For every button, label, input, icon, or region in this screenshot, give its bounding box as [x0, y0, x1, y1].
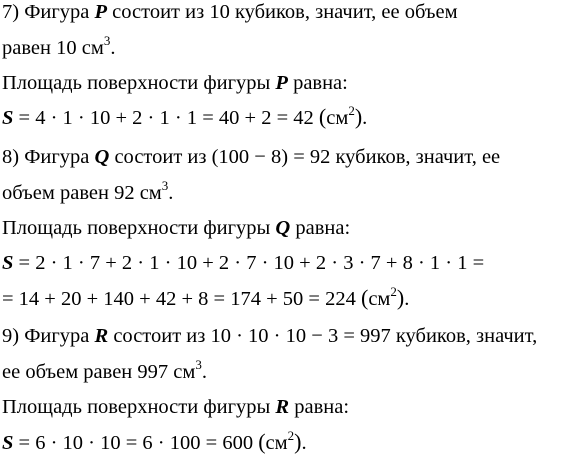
problem8-volume-exponent: 3: [161, 177, 169, 193]
problem8-unit-exponent: 2: [390, 283, 397, 299]
problem7-unit-exponent: 2: [348, 102, 355, 118]
problem8-formula-line2: [2, 283, 410, 311]
problem7-formula-text: = 4 · 1 · 10 + 2 · 1 · 1 = 40 + 2 = 42: [13, 107, 319, 129]
problem7-line3-text-a: Площадь поверхности фигуры: [2, 72, 276, 94]
problem8-formula-end: .: [404, 288, 410, 310]
problem9-open-paren: (: [258, 429, 266, 454]
problem8-formula-var: S: [2, 252, 14, 274]
problem9-close-paren: ): [294, 429, 302, 454]
problem9-formula: [2, 427, 307, 455]
problem9-figure-var: R: [94, 325, 109, 347]
problem9-line2-text-a: ее объем равен 997 см: [2, 361, 196, 383]
problem9-formula-end: .: [301, 432, 307, 454]
problem8-formula-text1: = 2 · 1 · 7 + 2 · 1 · 10 + 2 · 7 · 10 + 2 · 3 · 7 + 8 · 1 · 1 =: [13, 252, 485, 274]
problem7-line2-text-a: равен 10 см: [2, 37, 104, 59]
problem9-line1-text-b: состоит из 10 · 10 · 10 − 3 = 997 кубиков, значит,: [108, 325, 538, 347]
problem7-close-paren: ): [354, 104, 363, 129]
problem7-line2-text-b: .: [110, 37, 116, 59]
problem7-formula: [2, 102, 368, 130]
problem8-close-paren: ): [396, 285, 405, 310]
problem7-line3-text-b: равна:: [287, 72, 348, 94]
problem8-line3-text-a: Площадь поверхности фигуры: [2, 217, 276, 239]
problem8-open-paren: (: [361, 285, 369, 310]
problem7-line1-text-a: 7) Фигура: [2, 1, 95, 23]
problem9-formula-var: S: [2, 432, 14, 454]
problem8-line2-text-a: объем равен 92 см: [2, 182, 162, 204]
problem7-surface-var: P: [275, 72, 288, 94]
problem8-unit: см: [368, 288, 391, 310]
problem9-line3-text-b: равна:: [289, 396, 350, 418]
problem7-figure-var: P: [94, 1, 108, 23]
problem9-unit-exponent: 2: [287, 427, 295, 443]
problem9-line3: [2, 395, 349, 419]
problem8-line1-text-b: состоит из (100 − 8) = 92 кубиков, значит, ее: [109, 146, 501, 168]
problem8-formula-line1: [2, 251, 484, 275]
problem9-formula-text: = 6 · 10 · 10 = 6 · 100 = 600: [13, 432, 259, 454]
problem7-volume-exponent: 3: [103, 32, 111, 48]
problem7-line2: [2, 32, 116, 60]
problem7-formula-var: S: [2, 107, 14, 129]
problem8-figure-var: Q: [94, 146, 110, 168]
problem8-line3: [2, 216, 350, 240]
problem7-line3: [2, 71, 348, 95]
problem7-line1-text-b: состоит из 10 кубиков, значит, ее объем: [107, 1, 458, 23]
problem9-volume-exponent: 3: [195, 356, 202, 372]
problem8-line1: [2, 145, 500, 169]
problem7-formula-end: .: [362, 107, 368, 129]
problem9-line3-text-a: Площадь поверхности фигуры: [2, 396, 276, 418]
problem9-line1-text-a: 9) Фигура: [2, 325, 95, 347]
problem7-unit: см: [326, 107, 349, 129]
problem7-line1: [2, 0, 458, 24]
problem8-line2: [2, 177, 174, 205]
problem8-surface-var: Q: [275, 217, 291, 239]
problem9-line1: [2, 324, 537, 348]
problem9-line2-text-b: .: [201, 361, 207, 383]
problem7-open-paren: (: [318, 104, 327, 129]
problem9-surface-var: R: [275, 396, 290, 418]
problem8-line3-text-b: равна:: [290, 217, 351, 239]
problem9-unit: см: [265, 432, 288, 454]
problem9-line2: [2, 356, 207, 384]
problem8-line1-text-a: 8) Фигура: [2, 146, 95, 168]
problem8-line2-text-b: .: [168, 182, 174, 204]
problem8-formula-text2: = 14 + 20 + 140 + 42 + 8 = 174 + 50 = 224: [2, 288, 361, 310]
